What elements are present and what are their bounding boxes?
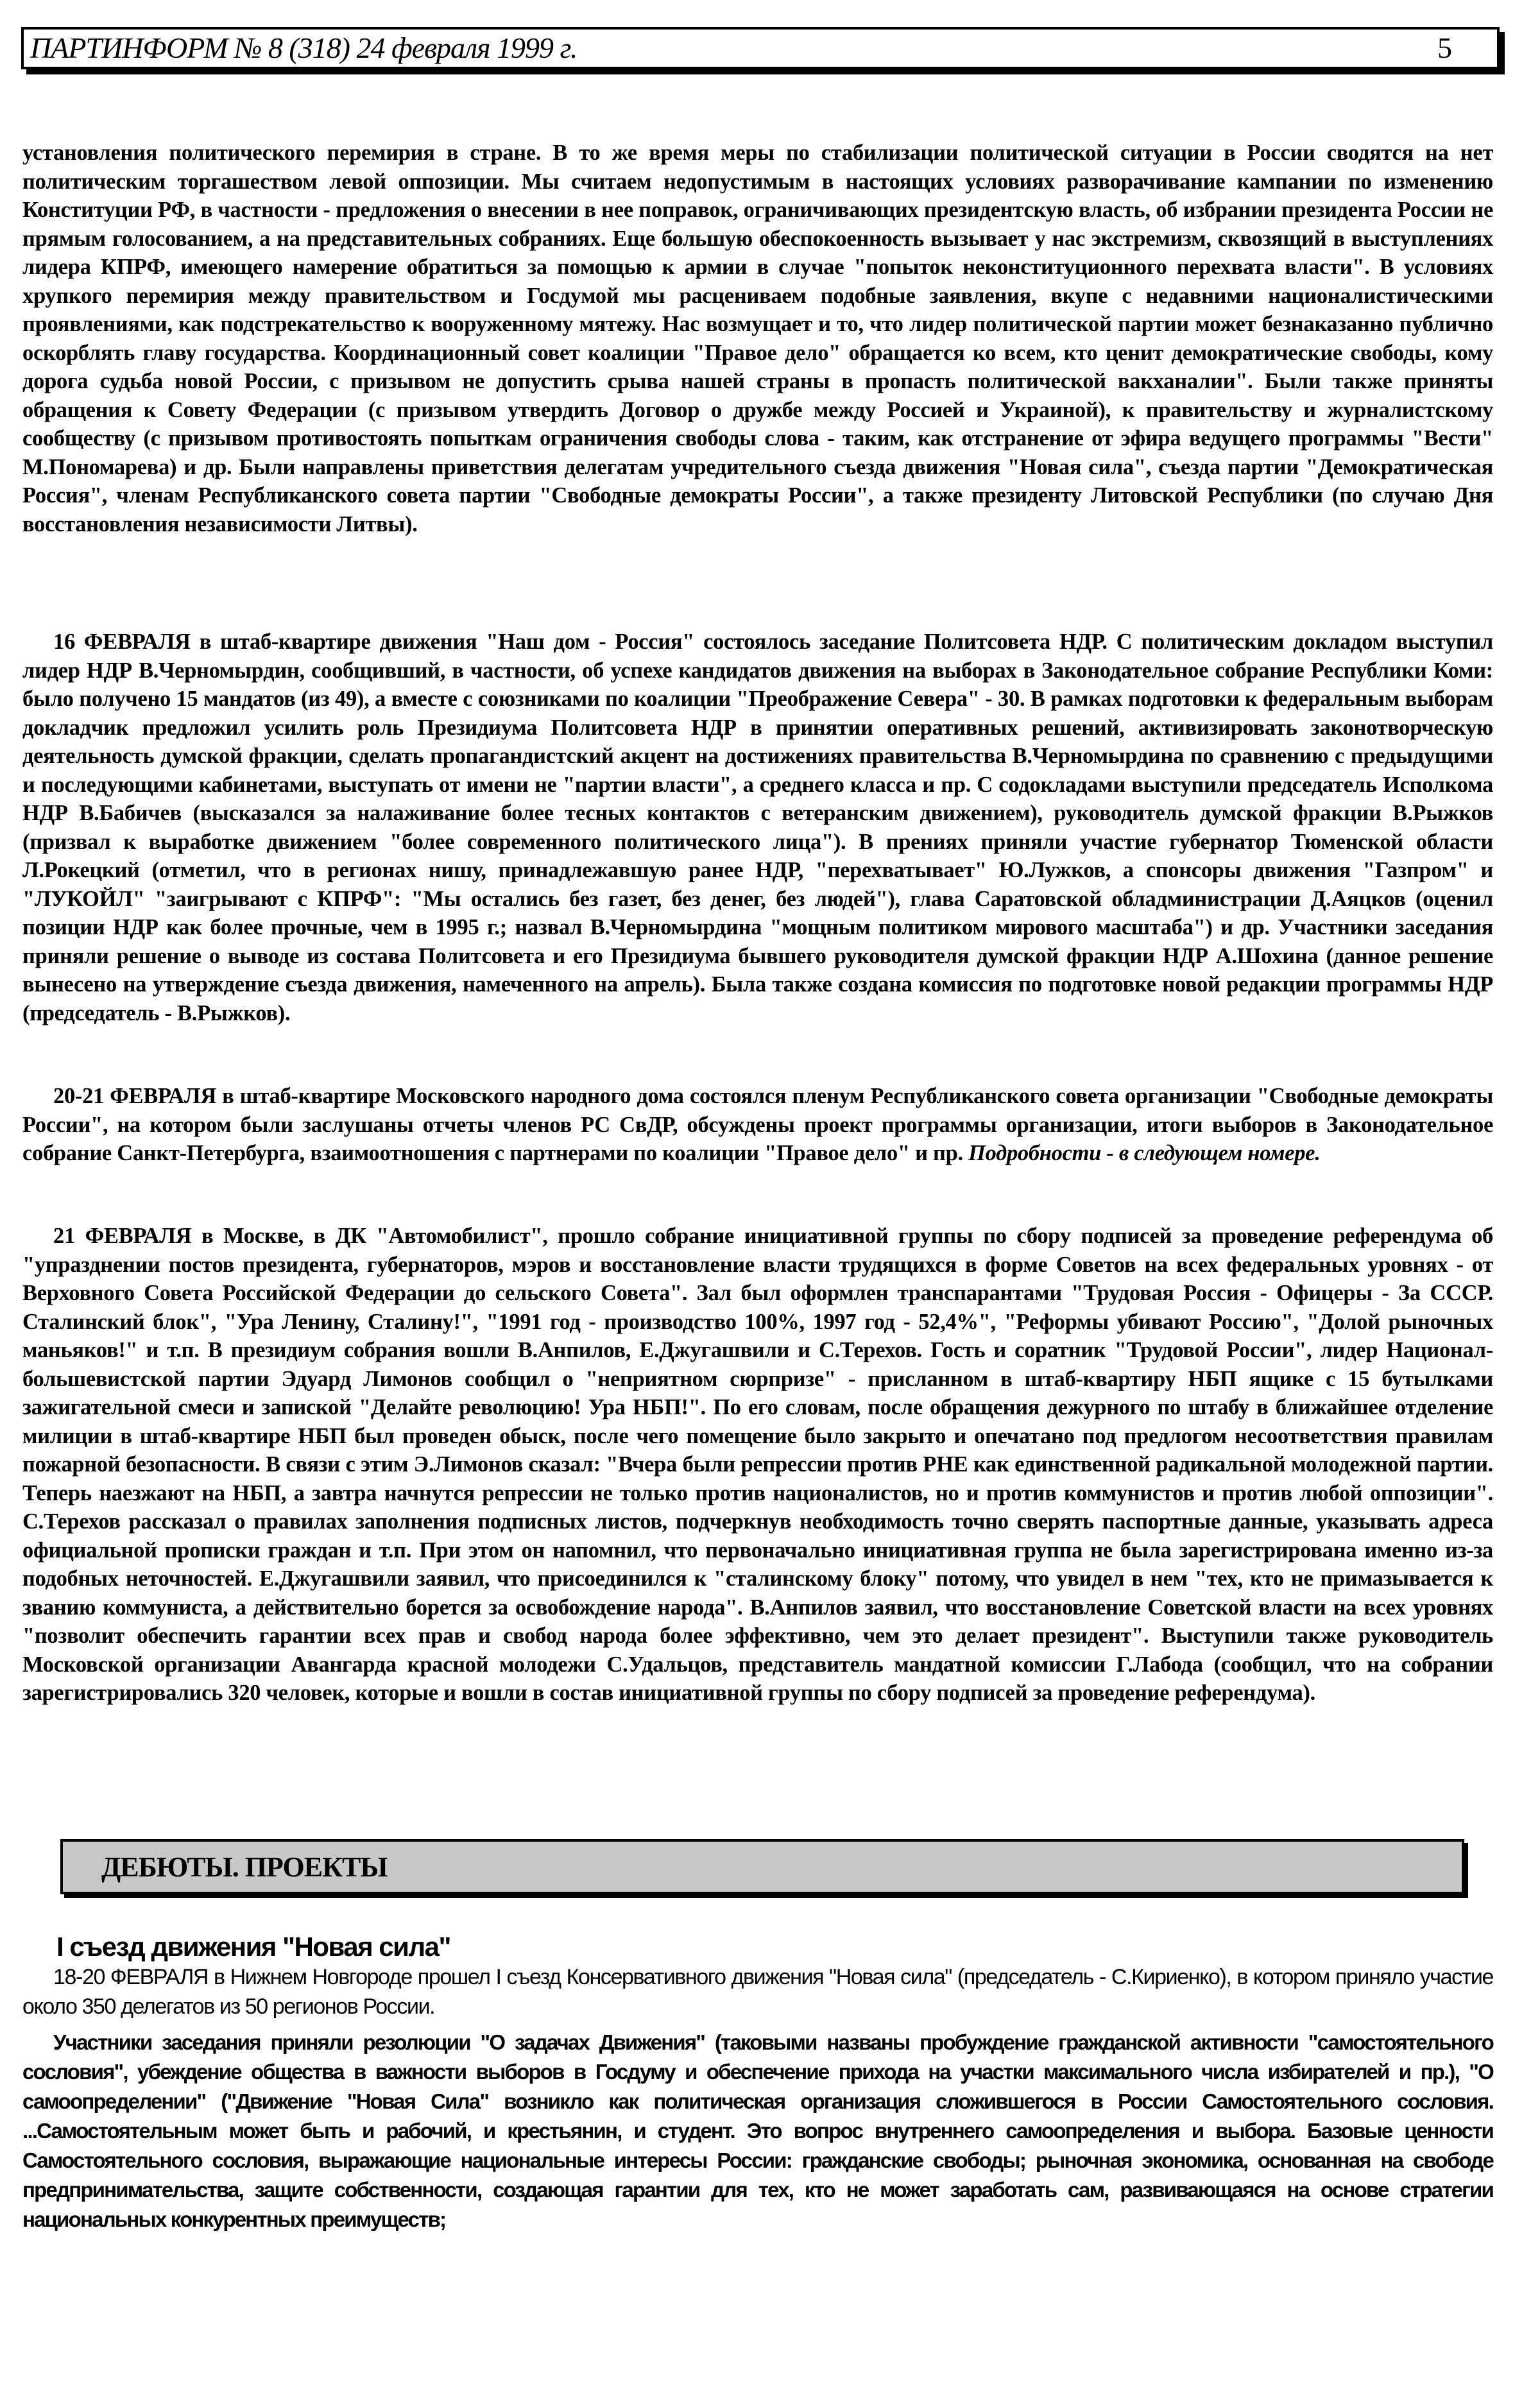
page-number: 5 [1437,31,1452,64]
article-body: Участники заседания приняли резолюции "О задачах Движения" (таковыми названы пробуждение гражданской активности "самостоятельного сословия", убеждение общества в важности выборов в Госдуму и обеспечение прихода на участки максимального числа избирателей и пр.), "О самоопределении" ("Движение "Новая Сила" возникло как политическая организация сложившегося в России Самостоятельного сословия. ...Самостоятельным может быть и рабочий, и крестьянин, и студент. Это вопрос внутреннего самоопределения и выбора. Базовые ценности Самостоятельного сословия, выражающие национальные интересы России: гражданские свободы; рыночная экономика, основанная на свободе предпринимательства, защите собственности, создающая гарантии для тех, кто не может заработать сам, развивающаяся на основе стратегии национальных конкурентных преимуществ; [22,2030,1493,2231]
section-title: ДЕБЮТЫ. ПРОЕКТЫ [101,1851,388,1883]
article-lead: 18-20 ФЕВРАЛЯ в Нижнем Новгороде прошел I съезд Консервативного движения "Новая сила" (председатель - С.Кириенко), в котором приняло участие около 350 делегатов из 50 регионов России. [22,1965,1493,2019]
paragraph-svdr-plenum [22,1082,1493,1168]
paragraph-ndr-meeting: 16 ФЕВРАЛЯ в штаб-квартире движения "Наш дом - Россия" состоялось заседание Политсовета НДР. С политическим докладом выступил лидер НДР В.Черномырдин, сообщивший, в частности, об успехе кандидатов движения на выборах в Законодательное собрание Республики Коми: было получено 15 мандатов (из 49), а вместе с союзниками по коалиции "Преображение Севера" - 30. В рамках подготовки к федеральным выборам докладчик предложил усилить роль Президиума Политсовета НДР в принятии оперативных решений, активизировать законотворческую деятельность думской фракции, сделать пропагандистский акцент на достижениях правительства В.Черномырдина по сравнению с предыдущими и последующими кабинетами, выступать от имени не "партии власти", а среднего класса и пр. С содокладами выступили председатель Исполкома НДР В.Бабичев (высказался за налаживание более тесных контактов с ветеранским движением), руководитель думской фракции В.Рыжков (призвал к выработке движением "более современного политического лица"). В прениях приняли участие губернатор Тюменской области Л.Рокецкий (отметил, что в регионах нишу, принадлежавшую ранее НДР, "перехватывает" Ю.Лужков, а спонсоры движения "Газпром" и "ЛУКОЙЛ" "заигрывают с КПРФ": "Мы остались без газет, без денег, без людей"), глава Саратовской обладминистрации Д.Аяцков (оценил позиции НДР как более прочные, чем в 1995 г.; назвал В.Черномырдина "мощным политиком мирового масштаба") и др. Участники заседания приняли решение о выводе из состава Политсовета и его Президиума бывшего руководителя думской фракции НДР А.Шохина (данное решение вынесено на утверждение съезда движения, намеченного на апрель). Была также создана комиссия по подготовке новой редакции программы НДР (председатель - В.Рыжков). [22,630,1493,1025]
section-banner [60,1839,1464,1894]
paragraph-coalition-statement: установления политического перемирия в стране. В то же время меры по стабилизации политической ситуации в России сводятся на нет политическим торгашеством левой оппозиции. Мы считаем недопустимым в настоящих условиях разворачивание кампании по изменению Конституции РФ, в частности - предложения о внесении в нее поправок, ограничивающих президентскую власть, об избрании президента России не прямым голосованием, а на представительных собраниях. Еще большую обеспокоенность вызывает у нас экстремизм, сквозящий в выступлениях лидера КПРФ, имеющего намерение обратиться за помощью к армии в случае "попыток неконституционного перехвата власти". В условиях хрупкого перемирия между правительством и Госдумой мы расцениваем подобные заявления, вкупе с недавними националистическими проявлениями, как подстрекательство к вооруженному мятежу. Нас возмущает и то, что лидер политической партии может безнаказанно публично оскорблять главу государства. Координационный совет коалиции "Правое дело" обращается ко всем, кто ценит демократические свободы, кому дорога судьба новой России, с призывом не допустить срыва нашей страны в пропасть политической вакханалии". Были также приняты обращения к Совету Федерации (с призывом утвердить Договор о дружбе между Россией и Украиной), к правительству и журналистскому сообществу (с призывом противостоять попыткам ограничения свободы слова - таким, как отстранение от эфира ведущего программы "Вести" М.Пономарева) и др. Были направлены приветствия делегатам учредительного съезда движения "Новая сила", съезда партии "Демократическая Россия", членам Республиканского совета партии "Свободные демократы России", а также президенту Литовской Республики (по случаю Дня восстановления независимости Литвы). [22,141,1493,536]
paragraph-referendum-group: 21 ФЕВРАЛЯ в Москве, в ДК "Автомобилист", прошло собрание инициативной группы по сбору подписей за проведение референдума об "упразднении постов президента, губернаторов, мэров и восстановление власти трудящихся в форме Советов на всех федеральных уровнях - от Верховного Совета Российской Федерации до сельского Совета". Зал был оформлен транспарантами "Трудовая Россия - Офицеры - За СССР. Сталинский блок", "Ура Ленину, Сталину!", "1991 год - производство 100%, 1997 год - 52,4%", "Реформы убивают Россию", "Долой рыночных маньяков!" и т.п. В президиум собрания вошли В.Анпилов, Е.Джугашвили и С.Терехов. Гость и соратник "Трудовой России", лидер Национал-большевистской партии Эдуард Лимонов сообщил о "неприятном сюрпризе" - присланном в штаб-квартиру НБП ящике с 15 бутылками зажигательной смеси и запиской "Делайте революцию! Ура НБП!". По его словам, после обращения дежурного по штабу в ближайшее отделение милиции в штаб-квартире НБП был проведен обыск, после чего помещение было закрыто и опечатано под предлогом несоответствия правилам пожарной безопасности. В связи с этим Э.Лимонов сказал: "Вчера были репрессии против РНЕ как единственной радикальной молодежной партии. Теперь наезжают на НБП, а завтра начнутся репрессии не только против националистов, но и против коммунистов и против любой оппозиции". С.Терехов рассказал о правилах заполнения подписных листов, подчеркнув необходимость точно сверять паспортные данные, указывать адреса официальной прописки граждан и т.п. При этом он напомнил, что первоначально инициативная группа не была зарегистрирована именно из-за подобных неточностей. Е.Джугашвили заявил, что присоединился к "сталинскому блоку" потому, что увидел в нем "тех, кто не примазывается к званию коммуниста, а действительно борется за освобождение народа". В.Анпилов заявил, что восстановление Советской власти на всех уровнях "позволит обеспечить гарантии всех прав и свобод народа более эффективно, чем это делает президент". Выступили также руководитель Московской организации Авангарда красной молодежи С.Удальцов, представитель мандатной комиссии Г.Лабода (сообщил, что на собрании зарегистрировались 320 человек, которые и вошли в состав инициативной группы по сбору подписей за проведение референдума). [22,1224,1493,1705]
paragraph-svdr-text: 20-21 ФЕВРАЛЯ в штаб-квартире Московского народного дома состоялся пленум Республиканского совета организации "Свободные демократы России", на котором были заслушаны отчеты членов РС СвДР, обсуждены проект программы организации, итоги выборов в Законодательное собрание Санкт-Петербурга, взаимоотношения с партнерами по коалиции "Правое дело" и пр. [22,1084,1493,1165]
article-title: I съезд движения "Новая сила" [56,1932,450,1962]
page-header [21,27,1500,69]
publication-title: ПАРТИНФОРМ № 8 (318) 24 февраля 1999 г. [30,31,578,64]
paragraph-svdr-note: Подробности - в следующем номере. [968,1141,1321,1165]
